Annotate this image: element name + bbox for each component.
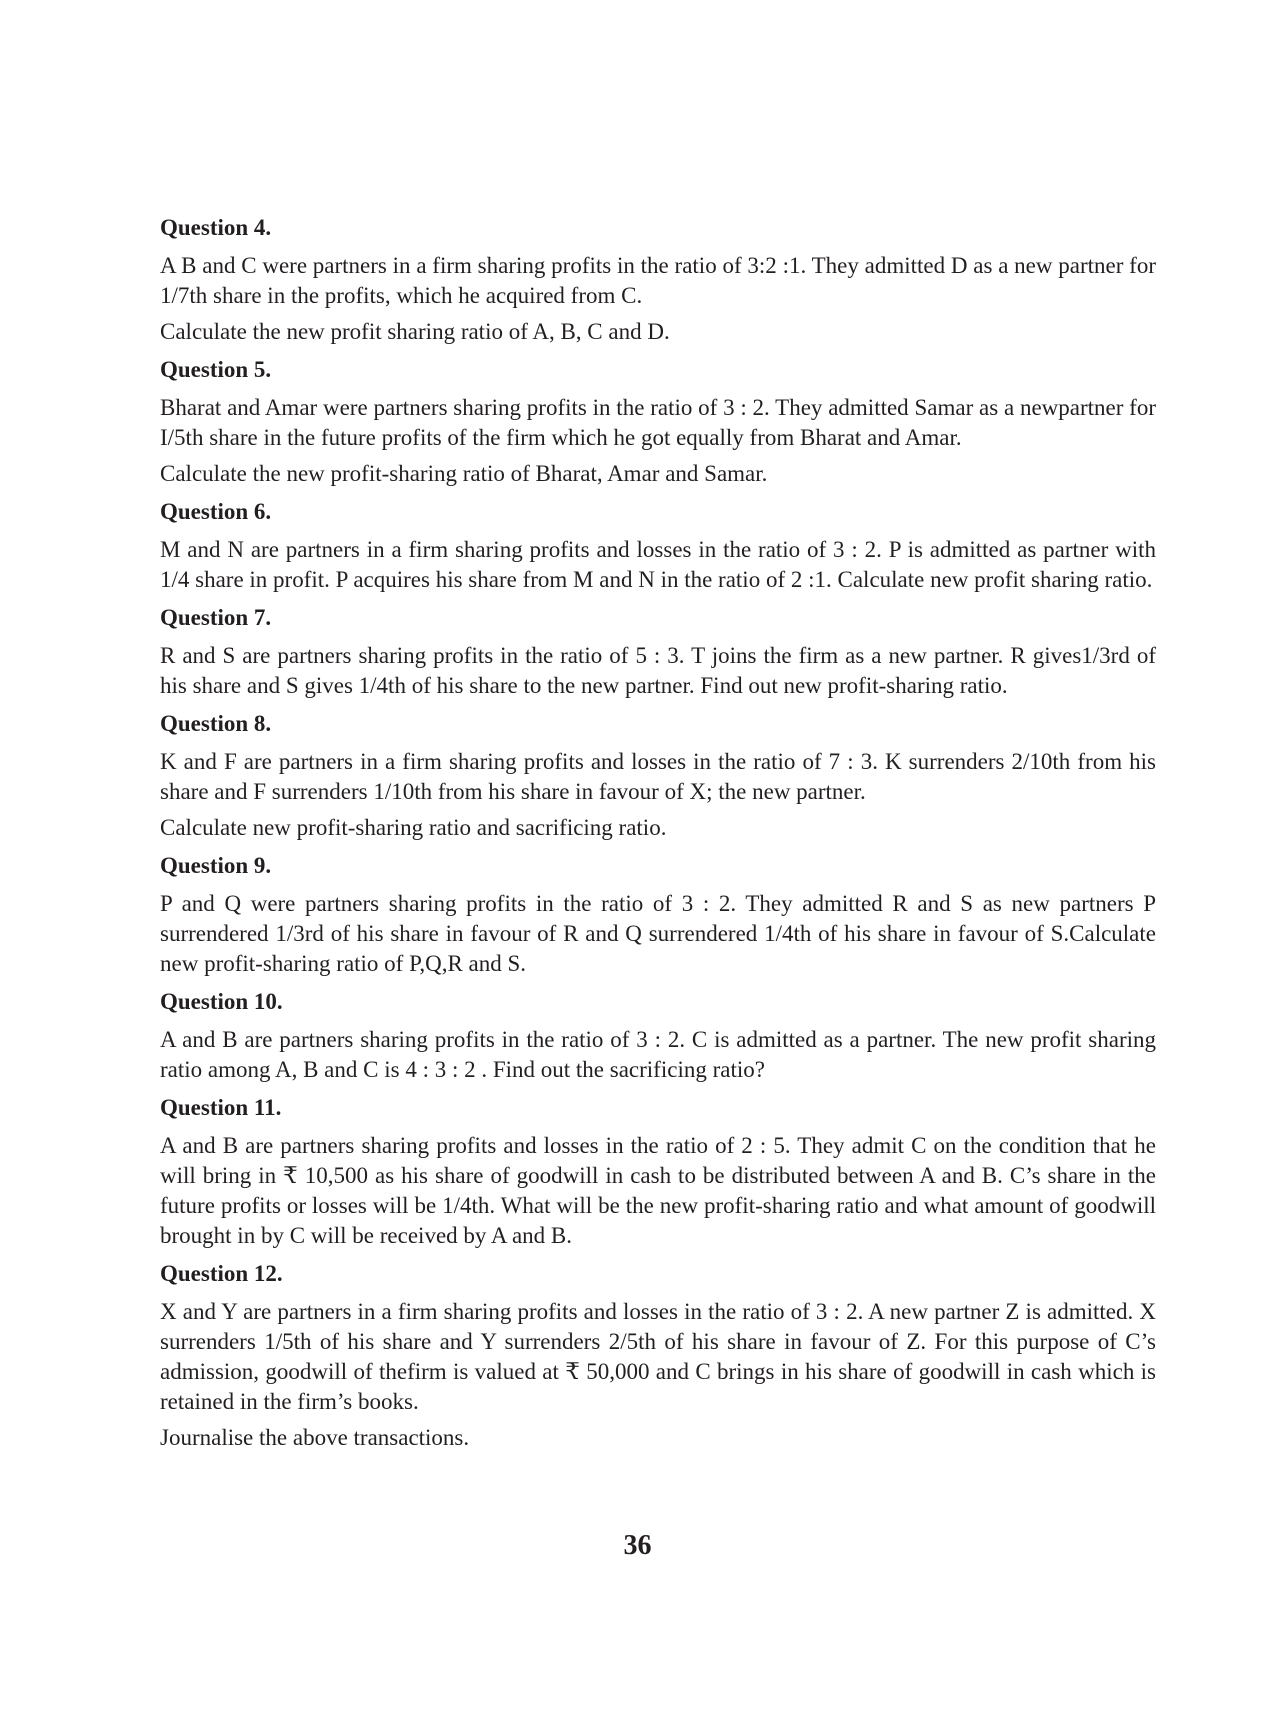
question-12 xyxy=(160,1259,1156,1453)
question-text: A and B are partners sharing profits in the ratio of 3 : 2. C is admitted as a partner. The new profit sharing ratio among A, B and C is 4 : 3 : 2 . Find out the sacrificing ratio? xyxy=(160,1027,1156,1082)
question-7 xyxy=(160,603,1156,701)
question-text: M and N are partners in a firm sharing profits and losses in the ratio of 3 : 2. P is admitted as partner with 1/4 share in profit. P acquires his share from M and N in the ratio of 2 :1. Calculate new profit sharing ratio. xyxy=(160,537,1156,592)
question-4 xyxy=(160,213,1156,347)
question-heading: Question 10. xyxy=(160,989,283,1014)
question-11 xyxy=(160,1093,1156,1251)
question-heading: Question 7. xyxy=(160,605,272,630)
question-text: A B and C were partners in a firm sharing profits in the ratio of 3:2 :1. They admitted D as a new partner for 1/7th share in the profits, which he acquired from C. xyxy=(160,253,1156,308)
question-6 xyxy=(160,497,1156,595)
question-heading: Question 6. xyxy=(160,499,272,524)
page-content xyxy=(160,213,1156,1459)
question-heading: Question 5. xyxy=(160,357,272,382)
question-instruction: Calculate the new profit-sharing ratio of Bharat, Amar and Samar. xyxy=(160,461,768,486)
question-10 xyxy=(160,987,1156,1085)
question-9 xyxy=(160,851,1156,979)
question-8 xyxy=(160,709,1156,843)
question-text: K and F are partners in a firm sharing profits and losses in the ratio of 7 : 3. K surrenders 2/10th from his share and F surrenders 1/10th from his share in favour of X; the new partner. xyxy=(160,749,1156,804)
question-heading: Question 9. xyxy=(160,853,272,878)
question-text: A and B are partners sharing profits and losses in the ratio of 2 : 5. They admit C on the condition that he will bring in ₹ 10,500 as his share of goodwill in cash to be distributed between A and B. C’s share in the future profits or losses will be 1/4th. What will be the new profit-sharing ratio and what amount of goodwill brought in by C will be received by A and B. xyxy=(160,1133,1156,1248)
question-text: Bharat and Amar were partners sharing profits in the ratio of 3 : 2. They admitted Samar as a newpartner for I/5th share in the future profits of the firm which he got equally from Bharat and Amar. xyxy=(160,395,1156,450)
question-instruction: Calculate new profit-sharing ratio and sacrificing ratio. xyxy=(160,815,667,840)
page-number: 36 xyxy=(623,1530,652,1561)
question-heading: Question 11. xyxy=(160,1095,282,1120)
question-instruction: Calculate the new profit sharing ratio of A, B, C and D. xyxy=(160,319,670,344)
question-5 xyxy=(160,355,1156,489)
question-instruction: Journalise the above transactions. xyxy=(160,1425,470,1450)
question-heading: Question 12. xyxy=(160,1261,283,1286)
question-text: R and S are partners sharing profits in the ratio of 5 : 3. T joins the firm as a new partner. R gives1/3rd of his share and S gives 1/4th of his share to the new partner. Find out new profit-sharing ratio. xyxy=(160,643,1156,698)
question-text: P and Q were partners sharing profits in the ratio of 3 : 2. They admitted R and S as new partners P surrendered 1/3rd of his share in favour of R and Q surrendered 1/4th of his share in favour of S.Calculate new profit-sharing ratio of P,Q,R and S. xyxy=(160,891,1156,976)
question-text: X and Y are partners in a firm sharing profits and losses in the ratio of 3 : 2. A new partner Z is admitted. X surrenders 1/5th of his share and Y surrenders 2/5th of his share in favour of Z. For this purpose of C’s admission, goodwill of thefirm is valued at ₹ 50,000 and C brings in his share of goodwill in cash which is retained in the firm’s books. xyxy=(160,1299,1156,1414)
question-heading: Question 8. xyxy=(160,711,272,736)
question-heading: Question 4. xyxy=(160,215,272,240)
